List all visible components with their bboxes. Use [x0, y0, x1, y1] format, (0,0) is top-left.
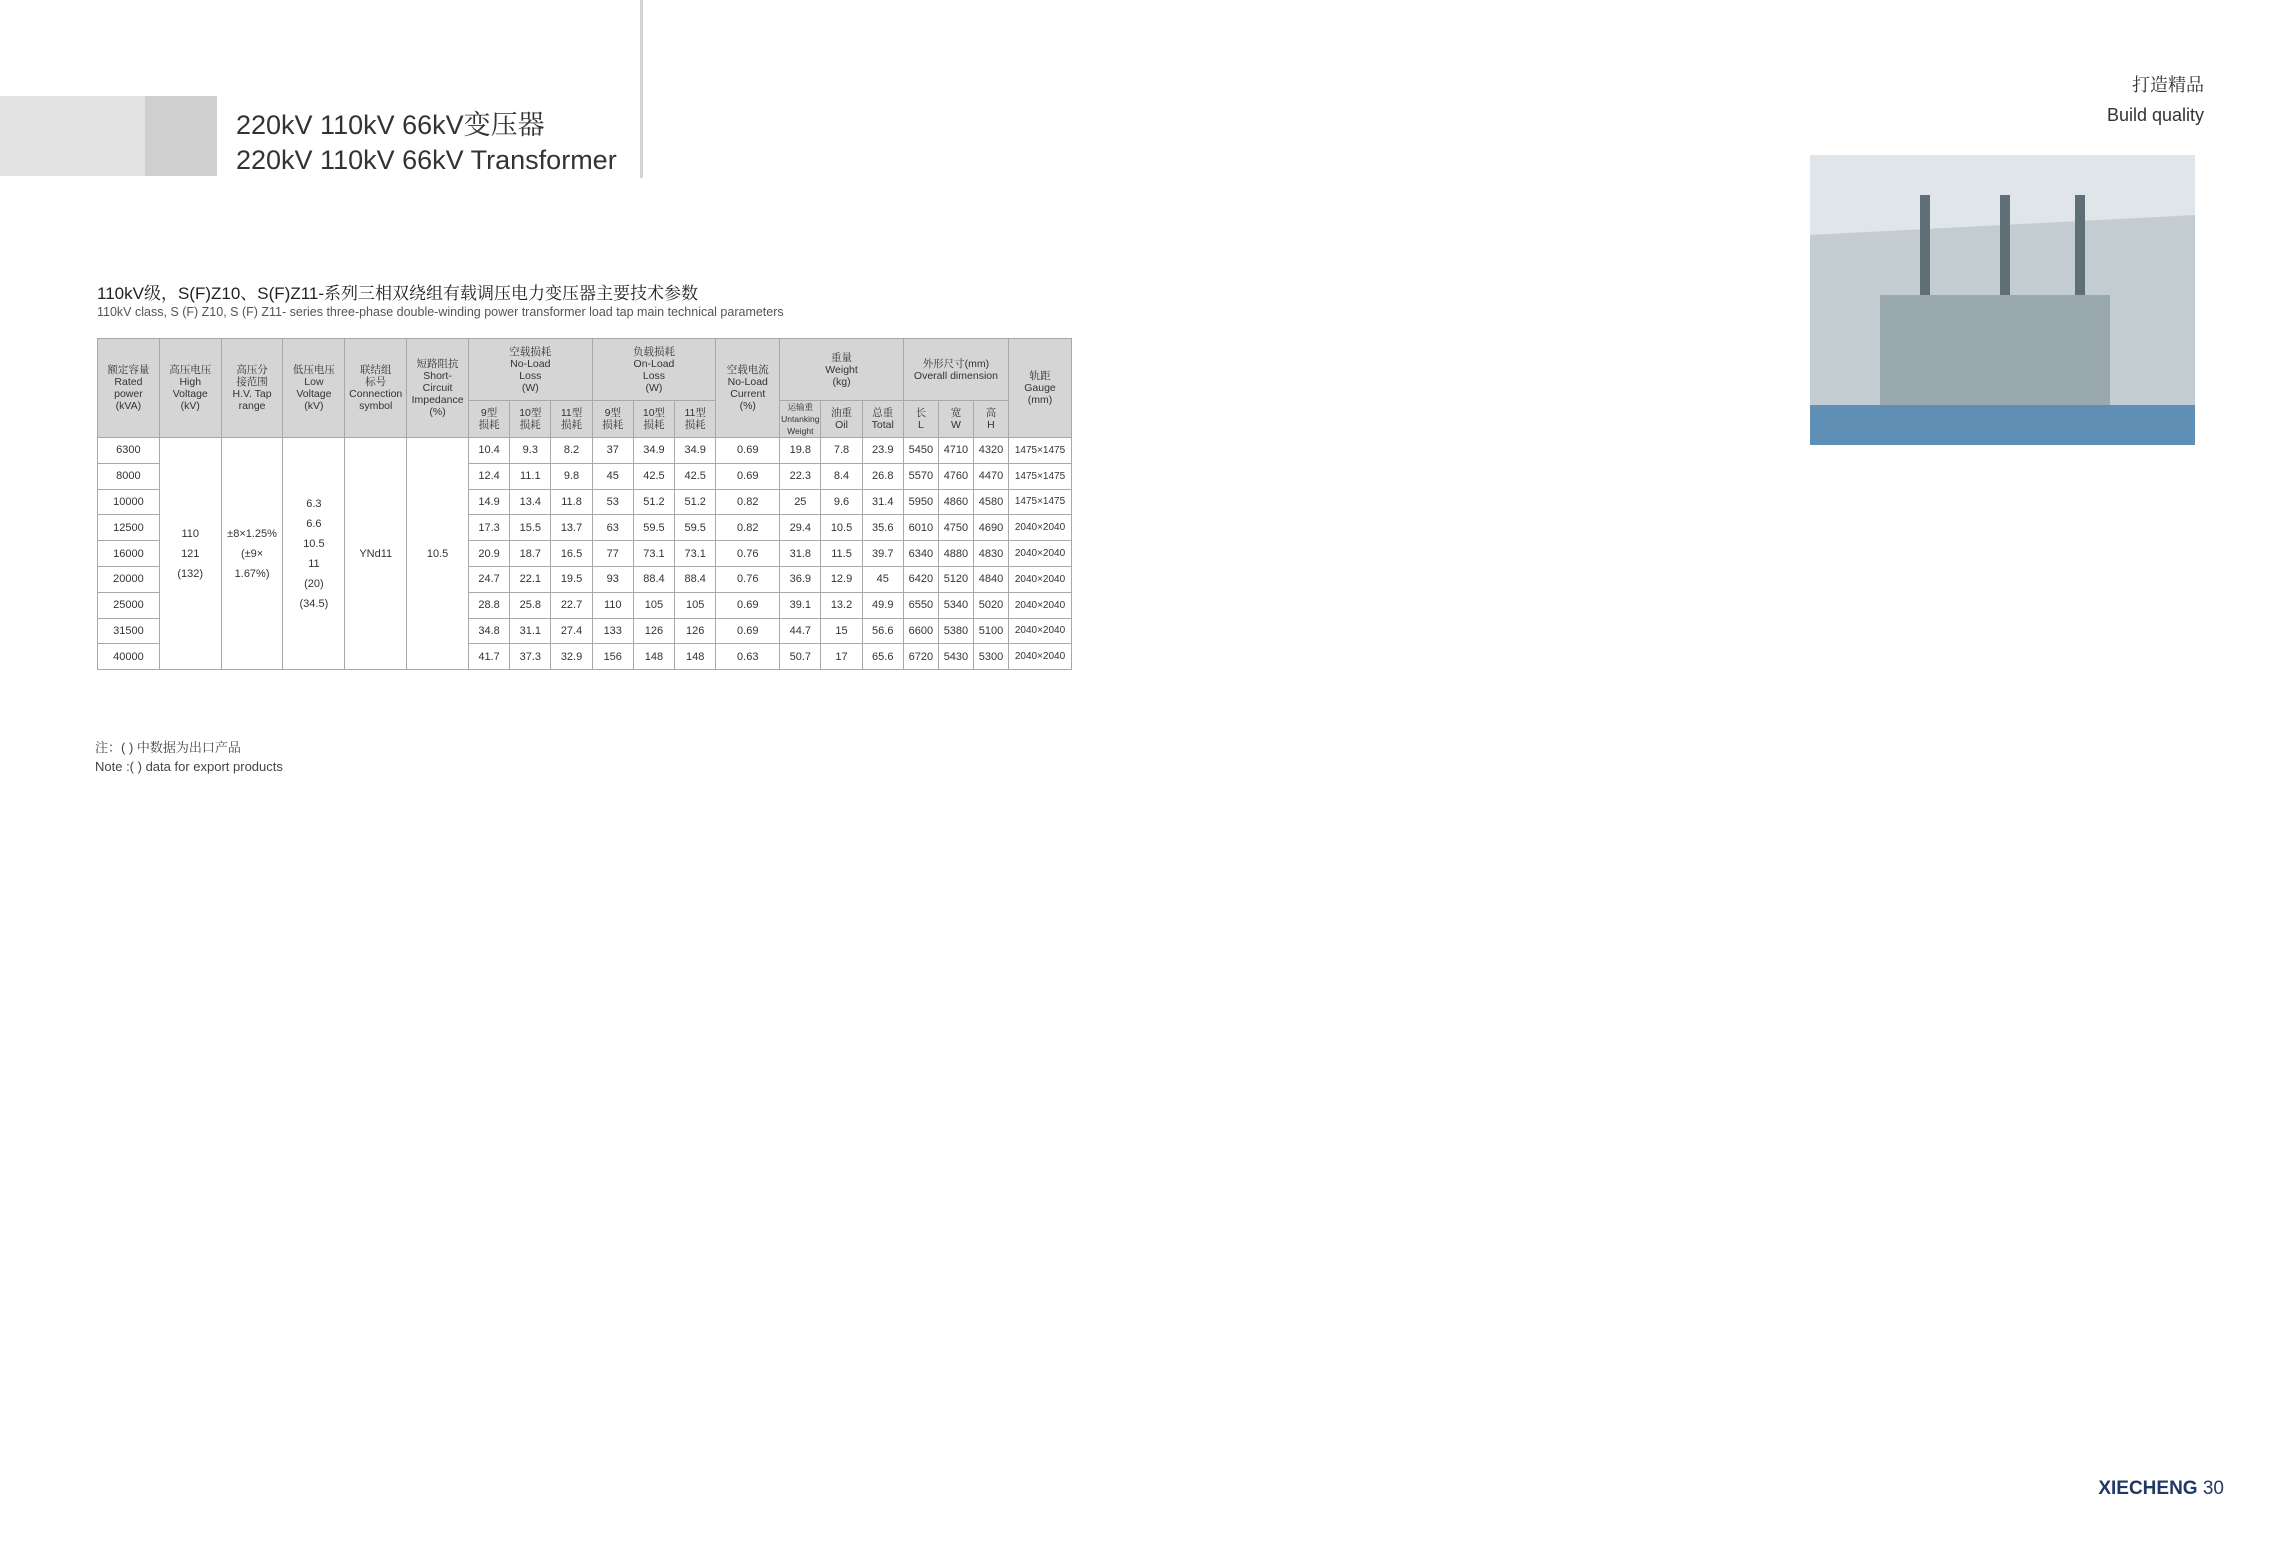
cell-oil: 8.4: [821, 463, 862, 489]
cell-ol11: 105: [675, 592, 716, 618]
cell-gauge: 2040×2040: [1009, 592, 1072, 618]
cell-ol10: 51.2: [633, 489, 674, 515]
cell-total: 31.4: [862, 489, 903, 515]
cell-gauge: 2040×2040: [1009, 644, 1072, 670]
cell-untank: 36.9: [780, 566, 821, 592]
cell-len: 5450: [903, 438, 938, 464]
cell-wid: 4750: [938, 515, 973, 541]
cell-nl9: 20.9: [468, 541, 509, 567]
cell-oil: 7.8: [821, 438, 862, 464]
cell-untank: 44.7: [780, 618, 821, 644]
h-gauge: 轨距 Gauge (mm): [1024, 370, 1056, 406]
cell-nl9: 12.4: [468, 463, 509, 489]
col-t9: [468, 401, 509, 438]
cell-hei: 4830: [973, 541, 1008, 567]
cell-oil: 10.5: [821, 515, 862, 541]
h-noload: 空载损耗 No-Load Loss (W): [509, 345, 552, 394]
cell-cur: 0.69: [716, 438, 780, 464]
cell-nl10: 9.3: [510, 438, 551, 464]
h-oil: 油重 Oil: [831, 407, 853, 431]
h-lv: 低压电压 Low Voltage (kV): [292, 364, 335, 412]
h-t11: 11型 损耗: [560, 407, 583, 431]
col-wid: [938, 401, 973, 438]
h-rated-power: 额定容量 Rated power (kVA): [107, 364, 150, 412]
cell-hei: 4840: [973, 566, 1008, 592]
cell-total: 26.8: [862, 463, 903, 489]
col-t10-on: [633, 401, 674, 438]
cell-power: 40000: [98, 644, 160, 670]
cell-hei: 5100: [973, 618, 1008, 644]
cell-hei: 4580: [973, 489, 1008, 515]
cell-wid: 4860: [938, 489, 973, 515]
cell-gauge: 2040×2040: [1009, 566, 1072, 592]
cell-power: 31500: [98, 618, 160, 644]
cell-len: 6720: [903, 644, 938, 670]
cell-nl11: 22.7: [551, 592, 592, 618]
cell-ol9: 93: [592, 566, 633, 592]
cell-nl10: 37.3: [510, 644, 551, 670]
cell-nl11: 8.2: [551, 438, 592, 464]
cell-wid: 4710: [938, 438, 973, 464]
h-hei: 高 H: [985, 407, 997, 431]
header-gray-band: [0, 96, 145, 176]
col-imp: [407, 339, 469, 438]
h-len: 长 L: [915, 407, 927, 431]
table1-title-en: 110kV class, S (F) Z10, S (F) Z11- series three-phase double-winding power transformer load tap main technical parameters: [97, 305, 784, 319]
note-zh: 注：( ) 中数据为出口产品: [95, 740, 241, 755]
cell-power: 20000: [98, 566, 160, 592]
cell-oil: 13.2: [821, 592, 862, 618]
col-len: [903, 401, 938, 438]
cell-ol11: 73.1: [675, 541, 716, 567]
cell-ol10: 105: [633, 592, 674, 618]
cell-wid: 5430: [938, 644, 973, 670]
cell-len: 5570: [903, 463, 938, 489]
cell-oil: 9.6: [821, 489, 862, 515]
cell-ol10: 42.5: [633, 463, 674, 489]
cell-oil: 15: [821, 618, 862, 644]
h-imp: 短路阻抗 Short- Circuit Impedance (%): [411, 358, 464, 418]
cell-hei: 5020: [973, 592, 1008, 618]
col-rated-power: [98, 339, 160, 438]
cell-total: 45: [862, 566, 903, 592]
cell-oil: 11.5: [821, 541, 862, 567]
cell-ol9: 63: [592, 515, 633, 541]
cell-nl11: 9.8: [551, 463, 592, 489]
cell-tap: ±8×1.25% (±9× 1.67%): [221, 438, 283, 670]
cell-untank: 25: [780, 489, 821, 515]
cell-len: 5950: [903, 489, 938, 515]
cell-power: 8000: [98, 463, 160, 489]
cell-cur: 0.76: [716, 566, 780, 592]
cell-wid: 5340: [938, 592, 973, 618]
cell-ol9: 156: [592, 644, 633, 670]
page-number: 30: [2202, 1478, 2224, 1499]
col-dim: [903, 339, 1008, 401]
cell-total: 35.6: [862, 515, 903, 541]
cell-nl10: 25.8: [510, 592, 551, 618]
table1-title-zh: 110kV级，S(F)Z10、S(F)Z11-系列三相双绕组有载调压电力变压器主要技术参数: [97, 284, 699, 303]
cell-cur: 0.69: [716, 463, 780, 489]
cell-gauge: 2040×2040: [1009, 515, 1072, 541]
table1-title: [97, 283, 784, 320]
cell-nl9: 10.4: [468, 438, 509, 464]
cell-ol10: 34.9: [633, 438, 674, 464]
cell-wid: 5380: [938, 618, 973, 644]
cell-nl10: 11.1: [510, 463, 551, 489]
cell-conn: YNd11: [345, 438, 407, 670]
col-tap: [221, 339, 283, 438]
cell-power: 10000: [98, 489, 160, 515]
tag-zh: 打造精品: [2132, 75, 2204, 95]
note-en: Note :( ) data for export products: [95, 759, 283, 774]
cell-ol10: 59.5: [633, 515, 674, 541]
cell-nl11: 19.5: [551, 566, 592, 592]
cell-total: 56.6: [862, 618, 903, 644]
cell-ol11: 59.5: [675, 515, 716, 541]
cell-untank: 29.4: [780, 515, 821, 541]
header-gray-block: [145, 96, 217, 176]
cell-nl11: 13.7: [551, 515, 592, 541]
cell-ol9: 37: [592, 438, 633, 464]
footer-brand: XIECHENG: [2098, 1478, 2198, 1499]
h-weight: 重量 Weight (kg): [825, 351, 858, 388]
col-weight: [780, 339, 904, 401]
cell-untank: 22.3: [780, 463, 821, 489]
h-wid: 宽 W: [950, 407, 962, 431]
h-conn: 联结组 标号 Connection symbol: [349, 364, 403, 412]
h-hv: 高压电压 High Voltage (kV): [169, 364, 212, 412]
page-title-en: 220kV 110kV 66kV Transformer: [236, 145, 617, 175]
col-current: [716, 339, 780, 438]
cell-nl11: 32.9: [551, 644, 592, 670]
table-row: [98, 438, 1072, 464]
cell-gauge: 1475×1475: [1009, 438, 1072, 464]
build-quality-tag: [2107, 70, 2204, 130]
col-onload: [592, 339, 716, 401]
cell-gauge: 1475×1475: [1009, 463, 1072, 489]
cell-untank: 19.8: [780, 438, 821, 464]
cell-ol11: 51.2: [675, 489, 716, 515]
h-tap: 高压分 接范围 H.V. Tap range: [232, 364, 272, 412]
col-oil: [821, 401, 862, 438]
h-dim: 外形尺寸(mm) Overall dimension: [913, 357, 998, 382]
cell-nl10: 18.7: [510, 541, 551, 567]
col-untank: [780, 401, 821, 438]
cell-ol11: 88.4: [675, 566, 716, 592]
col-t11-on: [675, 401, 716, 438]
cell-ol9: 45: [592, 463, 633, 489]
cell-nl10: 31.1: [510, 618, 551, 644]
cell-cur: 0.82: [716, 489, 780, 515]
cell-ol10: 73.1: [633, 541, 674, 567]
export-note: [95, 738, 283, 776]
cell-len: 6420: [903, 566, 938, 592]
cell-len: 6600: [903, 618, 938, 644]
cell-wid: 4760: [938, 463, 973, 489]
transformer-photo-illustration: [1810, 155, 2195, 445]
cell-nl11: 27.4: [551, 618, 592, 644]
cell-power: 16000: [98, 541, 160, 567]
footer: [2098, 1478, 2224, 1500]
cell-ol10: 148: [633, 644, 674, 670]
h-untank: 运输重 Untanking Weight: [781, 402, 820, 436]
h-t10: 10型 损耗: [519, 407, 542, 431]
cell-wid: 5120: [938, 566, 973, 592]
cell-total: 39.7: [862, 541, 903, 567]
cell-hei: 5300: [973, 644, 1008, 670]
h-t11-on: 11型 损耗: [684, 407, 706, 431]
cell-oil: 17: [821, 644, 862, 670]
h-t9-on: 9型 损耗: [602, 407, 624, 431]
cell-len: 6340: [903, 541, 938, 567]
cell-gauge: 2040×2040: [1009, 541, 1072, 567]
cell-nl9: 34.8: [468, 618, 509, 644]
cell-gauge: 1475×1475: [1009, 489, 1072, 515]
cell-gauge: 2040×2040: [1009, 618, 1072, 644]
cell-hei: 4470: [973, 463, 1008, 489]
cell-nl11: 16.5: [551, 541, 592, 567]
cell-total: 65.6: [862, 644, 903, 670]
cell-cur: 0.63: [716, 644, 780, 670]
cell-ol9: 77: [592, 541, 633, 567]
cell-ol10: 126: [633, 618, 674, 644]
transformer-photo: [1810, 155, 2195, 445]
cell-ol9: 110: [592, 592, 633, 618]
cell-total: 49.9: [862, 592, 903, 618]
cell-ol11: 42.5: [675, 463, 716, 489]
cell-nl10: 13.4: [510, 489, 551, 515]
cell-nl9: 41.7: [468, 644, 509, 670]
cell-oil: 12.9: [821, 566, 862, 592]
cell-len: 6550: [903, 592, 938, 618]
cell-nl10: 22.1: [510, 566, 551, 592]
cell-ol11: 126: [675, 618, 716, 644]
col-total: [862, 401, 903, 438]
cell-nl9: 28.8: [468, 592, 509, 618]
cell-nl9: 17.3: [468, 515, 509, 541]
h-total: 总重 Total: [871, 407, 894, 431]
cell-wid: 4880: [938, 541, 973, 567]
cell-cur: 0.76: [716, 541, 780, 567]
cell-power: 6300: [98, 438, 160, 464]
col-t9-on: [592, 401, 633, 438]
cell-total: 23.9: [862, 438, 903, 464]
cell-power: 25000: [98, 592, 160, 618]
cell-untank: 31.8: [780, 541, 821, 567]
h-t9: 9型 损耗: [478, 407, 500, 431]
col-t11: [551, 401, 592, 438]
cell-lv: 6.3 6.6 10.5 11 (20) (34.5): [283, 438, 345, 670]
cell-nl10: 15.5: [510, 515, 551, 541]
cell-ol11: 148: [675, 644, 716, 670]
cell-ol11: 34.9: [675, 438, 716, 464]
h-onload: 负载损耗 On-Load Loss (W): [632, 345, 675, 394]
cell-power: 12500: [98, 515, 160, 541]
cell-ol9: 53: [592, 489, 633, 515]
table1-body: [98, 438, 1072, 670]
cell-ol10: 88.4: [633, 566, 674, 592]
cell-cur: 0.69: [716, 592, 780, 618]
page-title-zh: 220kV 110kV 66kV变压器: [236, 110, 545, 140]
col-hei: [973, 401, 1008, 438]
col-conn: [345, 339, 407, 438]
tag-en: Build quality: [2106, 105, 2204, 125]
cell-untank: 39.1: [780, 592, 821, 618]
table1: [97, 338, 1072, 670]
h-current: 空载电流 No-Load Current (%): [726, 364, 769, 412]
cell-nl9: 24.7: [468, 566, 509, 592]
cell-cur: 0.82: [716, 515, 780, 541]
page-title: [236, 108, 617, 178]
cell-hei: 4690: [973, 515, 1008, 541]
col-t10: [510, 401, 551, 438]
cell-ol9: 133: [592, 618, 633, 644]
col-gauge: [1009, 339, 1072, 438]
cell-hei: 4320: [973, 438, 1008, 464]
cell-imp: 10.5: [407, 438, 469, 670]
col-noload: [468, 339, 592, 401]
col-lv: [283, 339, 345, 438]
h-t10-on: 10型 损耗: [642, 407, 666, 431]
cell-untank: 50.7: [780, 644, 821, 670]
cell-cur: 0.69: [716, 618, 780, 644]
col-hv: [159, 339, 221, 438]
cell-hv: 110 121 (132): [159, 438, 221, 670]
cell-nl11: 11.8: [551, 489, 592, 515]
cell-nl9: 14.9: [468, 489, 509, 515]
header-divider: [640, 0, 643, 178]
cell-len: 6010: [903, 515, 938, 541]
